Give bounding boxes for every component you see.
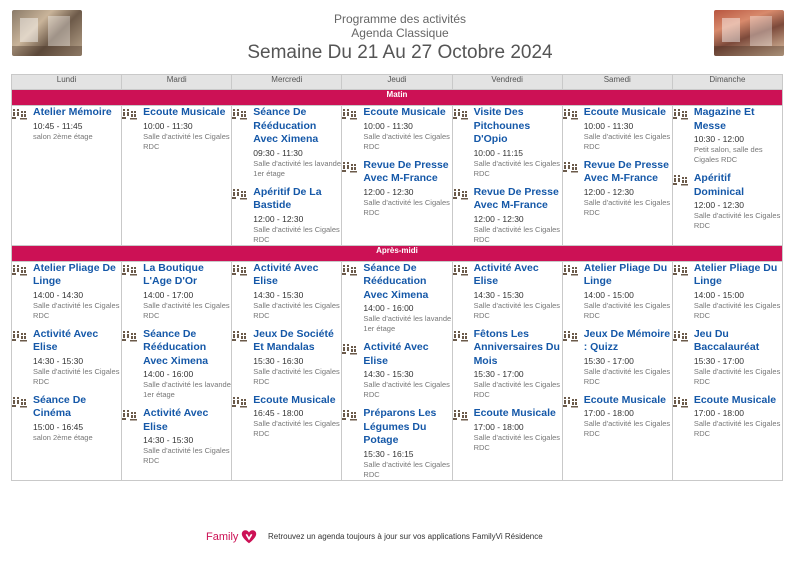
activity-people-icon [673, 395, 689, 407]
activity-location: Salle d'activité les Cigales RDC [253, 366, 340, 386]
activity-name: Séance De Rééducation Avec Ximena [253, 106, 319, 145]
day-header: Dimanche [672, 75, 782, 90]
activity-time: 12:00 - 12:30 [473, 213, 524, 224]
activity-item[interactable] [453, 262, 562, 321]
activity-time: 14:30 - 15:30 [363, 369, 414, 379]
header-titles [0, 12, 800, 64]
activity-name: Ecoute Musicale [693, 393, 777, 406]
activity-people-icon [342, 107, 358, 119]
activity-location: Salle d'activité les Cigales RDC [143, 300, 230, 320]
activity-time: 12:00 - 12:30 [253, 213, 304, 224]
activity-name: Fêtons Les Anniversaires Du Mois [473, 327, 560, 367]
activity-people-icon [12, 263, 28, 275]
day-header: Lundi [12, 75, 122, 90]
activity-people-icon [673, 173, 689, 185]
activity-item[interactable] [122, 262, 231, 321]
activity-people-icon [122, 107, 138, 119]
activity-item[interactable] [232, 394, 341, 440]
activity-item[interactable] [232, 262, 341, 321]
activity-location: salon 2ème étage [33, 432, 93, 442]
activity-name: Jeux De Société Et Mandalas [253, 327, 334, 353]
activity-location: Salle d'activité les lavande 1er étage [363, 314, 452, 333]
activity-item[interactable] [453, 328, 562, 401]
activity-time: 14:00 - 16:00 [143, 369, 194, 379]
activity-location: Salle d'activité les Cigales RDC [33, 300, 120, 320]
activity-name: Séance De Cinéma [33, 393, 87, 419]
activity-time: 09:30 - 11:30 [253, 147, 303, 158]
day-cell [12, 106, 122, 246]
day-cell [452, 106, 562, 246]
activity-people-icon [563, 395, 579, 407]
activity-name: Activité Avec Elise [363, 341, 429, 367]
activity-people-icon [453, 263, 469, 275]
activity-name: Ecoute Musicale [583, 106, 666, 118]
activity-time: 14:00 - 15:00 [583, 289, 634, 300]
activity-name: Revue De Presse Avec M-France [363, 158, 449, 184]
activity-location: Salle d'activité les Cigales RDC [363, 459, 450, 479]
activity-people-icon [122, 263, 138, 275]
day-cell [452, 261, 562, 480]
activity-item[interactable] [122, 106, 231, 152]
activity-people-icon [232, 107, 248, 119]
activity-name: Atelier Pliage De Linge [33, 261, 116, 287]
activity-time: 14:30 - 15:30 [33, 355, 84, 366]
weekly-agenda-table [11, 74, 783, 481]
activity-location: Salle d'activité les Cigales RDC [143, 446, 230, 465]
activity-time: 14:00 - 14:30 [33, 289, 84, 300]
activity-people-icon [453, 187, 469, 199]
activity-item[interactable] [563, 106, 672, 152]
activity-name: Apéritif Dominical [693, 172, 745, 198]
day-cell [672, 261, 782, 480]
activity-time: 15:30 - 17:00 [473, 369, 524, 379]
day-header: Jeudi [342, 75, 452, 90]
activity-location: Salle d'activité les Cigales RDC [363, 380, 450, 399]
morning-band: Matin [12, 90, 783, 106]
activity-location: Salle d'activité les lavande 1er étage [143, 380, 231, 399]
activity-time: 15:00 - 16:45 [33, 421, 84, 432]
activity-time: 10:45 - 11:45 [33, 120, 83, 131]
activity-time: 17:00 - 18:00 [583, 408, 634, 418]
activity-people-icon [232, 329, 248, 341]
activity-name: Visite Des Pitchounes D'Opio [473, 106, 531, 145]
afternoon-band: Après-midi [12, 245, 783, 261]
activity-time: 14:00 - 15:00 [693, 289, 744, 300]
activity-location: Salle d'activité les Cigales RDC [33, 366, 120, 386]
activity-name: Séance De Rééducation Avec Ximena [363, 261, 429, 301]
activity-location: Salle d'activité les Cigales RDC [253, 300, 340, 320]
activity-time: 14:30 - 15:30 [253, 289, 304, 300]
activity-location: Salle d'activité les Cigales RDC [253, 224, 340, 244]
activity-location: salon 2ème étage [33, 131, 93, 141]
activity-location: Salle d'activité les Cigales RDC [473, 158, 561, 178]
activity-item[interactable] [673, 262, 782, 321]
activity-item[interactable] [232, 186, 341, 245]
activity-location: Salle d'activité les Cigales RDC [473, 432, 561, 452]
activity-item[interactable] [232, 328, 341, 387]
activity-item[interactable] [342, 106, 451, 152]
activity-time: 15:30 - 16:15 [363, 448, 414, 459]
day-header-row [12, 75, 783, 90]
activity-item[interactable] [342, 262, 451, 335]
activity-people-icon [12, 329, 28, 341]
logo-text: Family [206, 531, 239, 543]
activity-people-icon [12, 395, 28, 407]
day-cell [122, 261, 232, 480]
activity-item[interactable] [122, 407, 231, 466]
activity-item[interactable] [673, 106, 782, 165]
afternoon-row [12, 261, 783, 480]
activity-name: Séance De Rééducation Avec Ximena [143, 327, 209, 367]
activity-name: Atelier Pliage Du Linge [693, 261, 778, 287]
activity-location: Salle d'activité les Cigales RDC [583, 131, 671, 151]
activity-location: Salle d'activité les Cigales RDC [473, 300, 561, 320]
activity-name: Activité Avec Elise [33, 327, 99, 353]
activity-people-icon [342, 408, 358, 420]
activity-location: Salle d'activité les Cigales RDC [583, 300, 671, 320]
activity-location: Petit salon, salle des Cigales RDC [693, 145, 763, 164]
activity-time: 14:30 - 15:30 [143, 435, 194, 445]
activity-location: Salle d'activité les Cigales RDC [583, 419, 671, 438]
activity-location: Salle d'activité les Cigales RDC [583, 197, 671, 217]
activity-location: Salle d'activité les Cigales RDC [363, 131, 450, 151]
activity-name: Préparons Les Légumes Du Potage [363, 407, 437, 446]
activity-name: Activité Avec Elise [473, 261, 539, 287]
day-header: Samedi [562, 75, 672, 90]
activity-name: Ecoute Musicale [143, 106, 226, 118]
activity-people-icon [342, 342, 358, 354]
activity-name: Activité Avec Elise [143, 407, 209, 433]
activity-item[interactable] [563, 159, 672, 218]
day-cell [122, 106, 232, 246]
activity-time: 15:30 - 17:00 [583, 355, 634, 366]
activity-location: Salle d'activité les Cigales RDC [473, 380, 561, 399]
activity-time: 14:30 - 15:30 [473, 289, 524, 300]
activity-item[interactable] [673, 394, 782, 440]
activity-people-icon [563, 160, 579, 172]
activity-item[interactable] [563, 328, 672, 387]
day-cell [342, 106, 452, 246]
activity-item[interactable] [453, 186, 562, 245]
activity-time: 17:00 - 18:00 [473, 421, 524, 432]
activity-item[interactable] [342, 407, 451, 480]
day-cell [12, 261, 122, 480]
activity-people-icon [673, 107, 689, 119]
activity-people-icon [673, 329, 689, 341]
activity-people-icon [563, 263, 579, 275]
activity-time: 14:00 - 17:00 [143, 289, 194, 300]
day-cell [342, 261, 452, 480]
heart-logo-icon [240, 528, 258, 546]
activity-name: Activité Avec Elise [253, 261, 319, 287]
day-cell [562, 261, 672, 480]
day-header: Mercredi [232, 75, 342, 90]
activity-time: 17:00 - 18:00 [693, 408, 744, 418]
activity-name: La Boutique L'Age D'Or [143, 261, 204, 287]
activity-name: Revue De Presse Avec M-France [583, 158, 669, 184]
activity-name: Atelier Pliage Du Linge [583, 261, 668, 287]
day-cell [672, 106, 782, 246]
activity-people-icon [563, 107, 579, 119]
activity-name: Atelier Mémoire [33, 106, 112, 118]
activity-location: Salle d'activité les Cigales RDC [693, 366, 781, 386]
activity-time: 10:00 - 11:15 [473, 147, 524, 158]
activity-time: 16:45 - 18:00 [253, 408, 304, 418]
day-cell [562, 106, 672, 246]
activity-location: Salle d'activité les Cigales RDC [583, 366, 671, 386]
morning-row [12, 106, 783, 246]
activity-location: Salle d'activité les Cigales RDC [693, 419, 781, 438]
activity-people-icon [232, 395, 248, 407]
activity-time: 12:00 - 12:30 [583, 186, 634, 197]
activity-location: Salle d'activité les Cigales RDC [143, 131, 230, 151]
activity-people-icon [453, 107, 469, 119]
activity-location: Salle d'activité les Cigales RDC [473, 224, 561, 244]
footer [0, 528, 800, 548]
day-cell [232, 106, 342, 246]
activity-people-icon [122, 408, 138, 420]
activity-time: 10:30 - 12:00 [693, 134, 744, 144]
activity-name: Ecoute Musicale [363, 106, 446, 118]
activity-item[interactable] [453, 407, 562, 453]
activity-name: Ecoute Musicale [253, 393, 336, 406]
activity-item[interactable] [673, 328, 782, 387]
activity-item[interactable] [563, 394, 672, 440]
activity-time: 14:00 - 16:00 [363, 303, 414, 313]
activity-people-icon [12, 107, 28, 119]
activity-time: 15:30 - 16:30 [253, 355, 304, 366]
activity-people-icon [232, 263, 248, 275]
day-header: Mardi [122, 75, 232, 90]
activity-item[interactable] [12, 394, 121, 443]
day-cell [232, 261, 342, 480]
activity-time: 10:00 - 11:30 [363, 120, 413, 131]
activity-name: Magazine Et Messe [693, 106, 755, 132]
activity-people-icon [453, 408, 469, 420]
activity-people-icon [673, 263, 689, 275]
activity-people-icon [232, 187, 248, 199]
activity-people-icon [342, 263, 358, 275]
activity-item[interactable] [232, 106, 341, 179]
activity-item[interactable] [563, 262, 672, 321]
day-header: Vendredi [452, 75, 562, 90]
activity-item[interactable] [342, 159, 451, 218]
activity-item[interactable] [122, 328, 231, 401]
activity-people-icon [453, 329, 469, 341]
activity-name: Ecoute Musicale [583, 393, 666, 406]
activity-name: Jeu Du Baccalauréat [693, 327, 760, 353]
activity-item[interactable] [453, 106, 562, 179]
activity-people-icon [342, 160, 358, 172]
activity-name: Jeux De Mémoire : Quizz [583, 327, 671, 353]
activity-item[interactable] [12, 262, 121, 321]
activity-people-icon [563, 329, 579, 341]
activity-item[interactable] [12, 106, 121, 142]
activity-time: 10:00 - 11:30 [143, 120, 193, 131]
activity-name: Ecoute Musicale [473, 407, 556, 419]
activity-location: Salle d'activité les lavande 1er étage [253, 158, 342, 178]
activity-name: Apéritif De La Bastide [253, 185, 322, 211]
activity-time: 15:30 - 17:00 [693, 355, 744, 366]
activity-people-icon [122, 329, 138, 341]
activity-time: 12:00 - 12:30 [693, 200, 744, 210]
program-label: Programme des activités [333, 12, 467, 26]
activity-name: Revue De Presse Avec M-France [473, 185, 559, 211]
activity-item[interactable] [342, 341, 451, 400]
activity-location: Salle d'activité les Cigales RDC [253, 419, 340, 438]
page-title: Semaine Du 21 Au 27 Octobre 2024 [247, 42, 553, 63]
activity-location: Salle d'activité les Cigales RDC [693, 300, 781, 320]
agenda-type: Agenda Classique [351, 26, 449, 40]
activity-location: Salle d'activité les Cigales RDC [363, 197, 450, 217]
activity-time: 10:00 - 11:30 [583, 120, 634, 131]
activity-location: Salle d'activité les Cigales RDC [693, 211, 781, 230]
activity-time: 12:00 - 12:30 [363, 186, 414, 197]
footer-text: Retrouvez un agenda toujours à jour sur vos applications FamilyVi Résidence [268, 532, 543, 541]
activity-item[interactable] [673, 172, 782, 231]
activity-item[interactable] [12, 328, 121, 387]
